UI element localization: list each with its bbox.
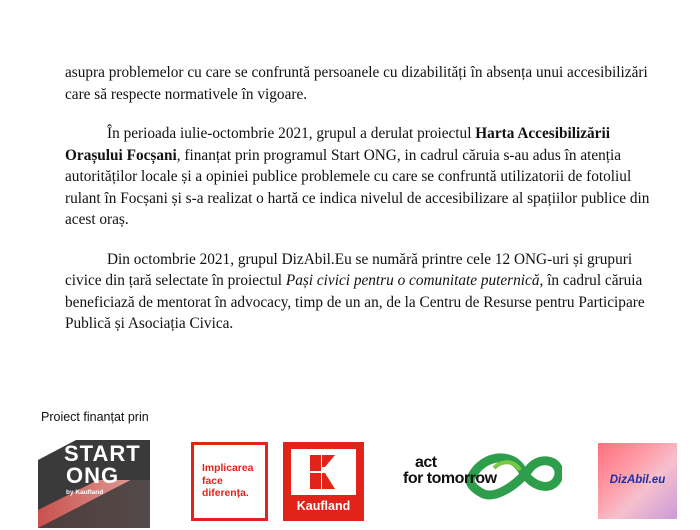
start-ong-line2: ONG [66, 463, 120, 488]
dizabil-text: DizAbil.eu [609, 474, 666, 486]
start-ong-line1: START [64, 441, 141, 466]
act-line1: act [415, 454, 437, 471]
paragraph-1 [65, 62, 655, 105]
project-name-harta: Harta Accesibilizării Orașului Focșani [65, 125, 610, 164]
paragraph-3 [65, 249, 655, 335]
paragraph-3-end: , în cadrul căruia beneficiază de mentorat în advocacy, timp de un an, de la Centru de Resurse pentru Participare Publică și Asociația Civica. [65, 272, 645, 332]
dizabil-logo [598, 443, 677, 519]
kaufland-name: Kaufland [296, 499, 351, 513]
start-ong-sub: by Kaufland [66, 489, 104, 496]
paragraph-2-end: , finanțat prin programul Start ONG, in cadrul căruia s-au adus în atenția autorităților locale și a opiniei publice problemele cu care se confruntă utilizatorii de fotoliul rulant în Focșani și s-a realizat o hartă ce indica nivelul de accesibilizare al spațiilor publice din acest oraș. [65, 146, 650, 228]
kaufland-logo [283, 442, 364, 521]
implicarea-logo [191, 442, 268, 521]
funding-label: Proiect finanțat prin [41, 410, 149, 424]
project-name-pasi-civici: Pași civici pentru o comunitate puternică [285, 272, 540, 289]
act-for-tomorrow-logo [402, 448, 562, 504]
article-text [65, 62, 655, 353]
paragraph-1-text: asupra problemelor cu care se confruntă persoanele cu dizabilități în absența unui accesibilizări care să respecte normativele în vigoare. [65, 64, 648, 103]
paragraph-2 [65, 123, 655, 231]
paragraph-2-start: În perioada iulie-octombrie 2021, grupul a derulat proiectul [107, 125, 476, 142]
act-line2: for tomorrow [403, 470, 497, 487]
start-ong-logo [38, 440, 150, 528]
paragraph-3-start: Din octombrie 2021, grupul DizAbil.Eu se numără printre cele 12 ONG-uri și grupuri civice din țară selectate în proiectul [65, 250, 633, 289]
implicarea-text: Implicarea face diferența. [202, 463, 254, 499]
kaufland-k-icon [291, 449, 356, 495]
